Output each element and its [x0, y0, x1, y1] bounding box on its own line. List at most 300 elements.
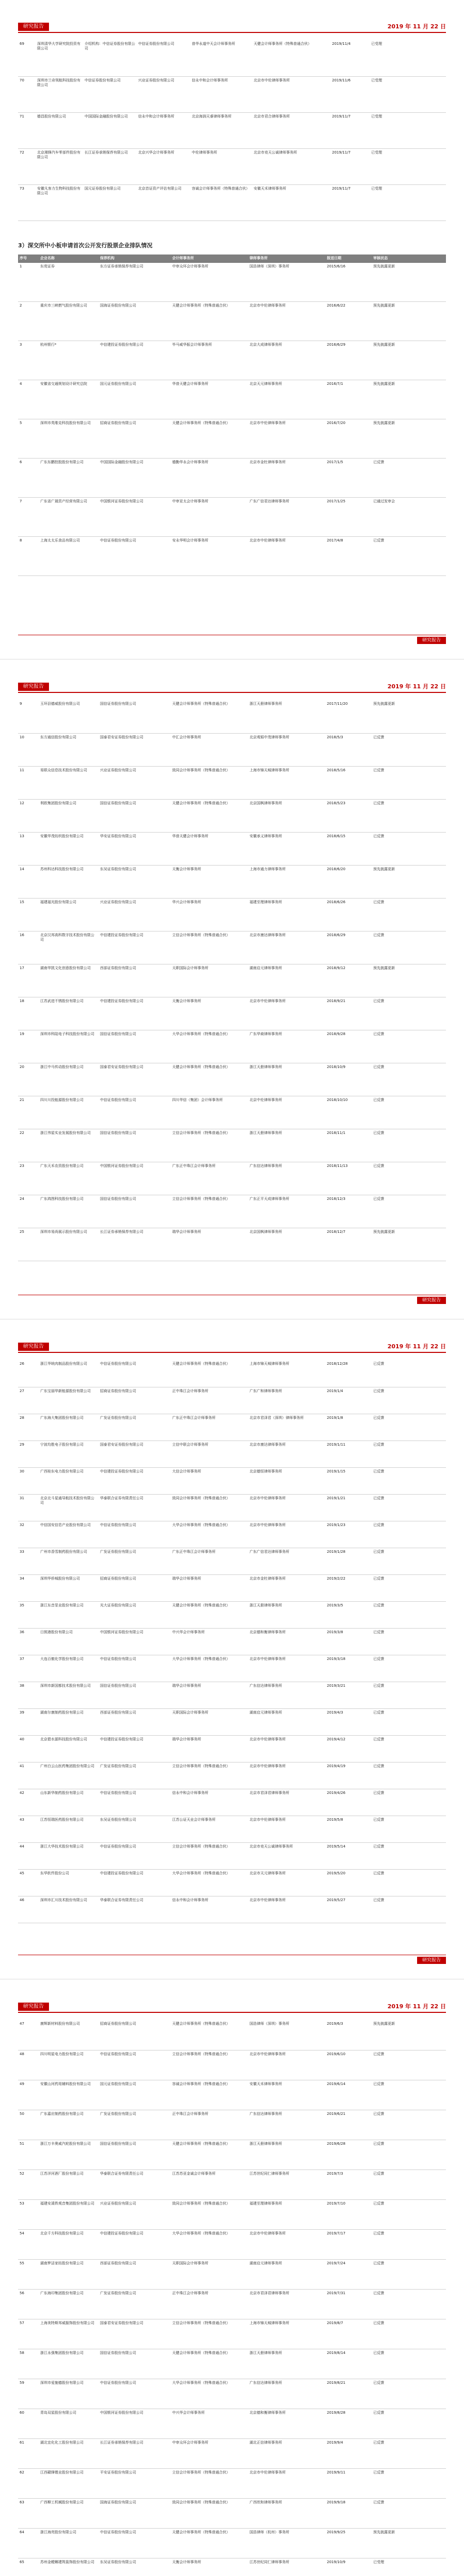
table-cell: 北京市天元律师事务所 — [248, 1869, 325, 1896]
table-cell: 已反馈 — [372, 2080, 446, 2110]
table-cell: 中信证券股份有限公司 — [98, 2528, 171, 2558]
table-cell: 47 — [18, 2020, 39, 2050]
table-cell: 信永中和会计师事务所 — [137, 112, 190, 148]
table-cell: 大华会计师事务所（特殊普通合伙） — [171, 1869, 248, 1896]
table-cell: 2 — [18, 302, 39, 341]
table-cell: 预先披露更新 — [372, 380, 446, 419]
table-row — [18, 380, 446, 419]
table-cell: 预先披露更新 — [372, 302, 446, 341]
table-cell: 康辉新材料股份有限公司 — [39, 2020, 98, 2050]
table-cell: 2019/7/17 — [325, 2229, 372, 2259]
table-cell: 浙江东音泵业股份有限公司 — [39, 1601, 98, 1628]
table-row — [18, 459, 446, 498]
table-cell: 毕马威华振会计师事务所 — [171, 341, 248, 380]
table-cell: 浙江中马传动股份有限公司 — [39, 1063, 98, 1096]
table-row — [18, 2349, 446, 2379]
table-cell: 光大证券股份有限公司 — [98, 1601, 171, 1628]
table-cell: 东吴证券股份有限公司 — [98, 1816, 171, 1842]
table-cell: 56 — [18, 2289, 39, 2319]
table-cell: 西部证券股份有限公司 — [98, 964, 171, 997]
table-cell: 立信会计师事务所（特殊普通合伙） — [171, 2468, 248, 2498]
table-cell: 北京市中伦律师事务所 — [248, 1735, 325, 1762]
table-cell: 北京德和衡律师事务所 — [248, 1628, 325, 1655]
table-cell: 浙江天册律师事务所 — [248, 2349, 325, 2379]
table-cell: 已反馈 — [372, 1735, 446, 1762]
table-cell: 浙江海亮股份有限公司 — [39, 2528, 98, 2558]
table-cell: 2016/7/1 — [325, 380, 372, 419]
table-cell: 已反馈 — [372, 1896, 446, 1923]
table-cell: 华泰联合证券有限责任公司 — [98, 1494, 171, 1521]
table-cell: 安徽省交通规划设计研究总院 — [39, 380, 98, 419]
table-cell: 国浩律师（杭州）事务所 — [248, 2528, 325, 2558]
table-cell: 7 — [18, 498, 39, 537]
table-cell: 容诚会计师事务所（特殊普通合伙） — [171, 2080, 248, 2110]
table-cell: 大华会计师事务所（特殊普通合伙） — [171, 2379, 248, 2409]
table-cell: 北京市金杜律师事务所 — [248, 459, 325, 498]
table-row — [18, 1129, 446, 1162]
table-cell: 天职国际会计师事务所 — [171, 964, 248, 997]
table-cell: 已反馈 — [372, 1548, 446, 1574]
table-cell: 已反馈 — [372, 2319, 446, 2349]
table-row — [18, 1440, 446, 1467]
table-cell: 20 — [18, 1063, 39, 1096]
table-row — [18, 700, 446, 733]
table-cell: 已反馈 — [372, 537, 446, 576]
table-row — [18, 1762, 446, 1789]
table-header-row — [18, 255, 446, 263]
table-cell: 27 — [18, 1387, 39, 1414]
table-cell: 2019/6/14 — [325, 2080, 372, 2110]
table-cell: 2019/9/4 — [325, 2438, 372, 2468]
table-cell: 东方通信股份有限公司 — [39, 733, 98, 766]
table-cell: 37 — [18, 1655, 39, 1682]
table-cell: 已反馈 — [372, 832, 446, 865]
table-cell: 15 — [18, 898, 39, 931]
table-cell: 已反馈 — [372, 2379, 446, 2409]
table-cell: 北京中伦律师事务所 — [248, 1096, 325, 1129]
table-cell: 10 — [18, 733, 39, 766]
table-cell: 天健会计师事务所（特殊普通合伙） — [171, 1601, 248, 1628]
table-cell: 北京市康达律师事务所 — [248, 931, 325, 964]
table-cell: 江苏世纪同仁律师事务所 — [248, 2558, 325, 2576]
table-cell: 广东广和律师事务所 — [248, 1387, 325, 1414]
table-cell: 2018/5/23 — [325, 799, 372, 832]
table-cell: 已反馈 — [372, 1789, 446, 1816]
report-page-1 — [0, 0, 464, 659]
table-cell: 福建福光股份有限公司 — [39, 898, 98, 931]
table-cell: 北京德和衡律师事务所 — [248, 2409, 325, 2438]
table-cell: 52 — [18, 2170, 39, 2199]
table-cell: 浙江万丰奥威汽轮股份有限公司 — [39, 2140, 98, 2170]
table-cell: 中伦律师事务所 — [190, 148, 252, 184]
table-cell: 广西桂东电力股份有限公司 — [39, 1467, 98, 1494]
table-cell: 已反馈 — [372, 1467, 446, 1494]
table-cell: 国泰君安证券股份有限公司 — [98, 1063, 171, 1096]
table-cell: 西部证券股份有限公司 — [98, 2259, 171, 2289]
table-cell: 中兴华会计师事务所 — [171, 2409, 248, 2438]
report-date: 2019 年 11 月 22 日 — [387, 23, 446, 30]
table-cell: 四川华信（集团）会计师事务所 — [171, 1096, 248, 1129]
table-cell: 北京市中伦律师事务所 — [252, 76, 330, 112]
table-cell: 中审众环会计师事务所 — [171, 263, 248, 302]
table-cell: 2018/10/10 — [325, 1096, 372, 1129]
table-cell: 已反馈 — [372, 2229, 446, 2259]
table-cell: 预先披露更新 — [372, 1228, 446, 1261]
table-cell: 2019/1/15 — [325, 1467, 372, 1494]
table-cell: 苏州科达科技股份有限公司 — [39, 865, 98, 898]
table-cell: 已通过发审会 — [372, 498, 446, 537]
footer-tag: 研究报告 — [417, 1297, 446, 1304]
table-cell: 2019/11/7 — [330, 184, 370, 221]
table-cell: 国信证券股份有限公司 — [98, 2140, 171, 2170]
table-cell: 大华会计师事务所（特殊普通合伙） — [171, 1521, 248, 1548]
table-cell: 已反馈 — [372, 766, 446, 799]
table-cell: 44 — [18, 1842, 39, 1869]
table-cell: 国信证券股份有限公司 — [98, 1195, 171, 1228]
table-cell: 大连百傲化学股份有限公司 — [39, 1655, 98, 1682]
table-cell: 16 — [18, 931, 39, 964]
table-cell: 浙江天册律师事务所 — [248, 700, 325, 733]
table-cell: 江苏世纪同仁律师事务所 — [248, 2170, 325, 2199]
table-row — [18, 1414, 446, 1440]
table-cell: 致同会计师事务所（特殊普通合伙） — [171, 1494, 248, 1521]
table-cell: 容诚会计师事务所（特殊普通合伙） — [190, 184, 252, 221]
table-cell: 51 — [18, 2140, 39, 2170]
table-row — [18, 2289, 446, 2319]
table-cell: 国浩律师（深圳）事务所 — [248, 2020, 325, 2050]
queue-table — [18, 1360, 446, 1923]
table-cell: 55 — [18, 2259, 39, 2289]
table-cell: 中信建投证券股份有限公司 — [98, 1467, 171, 1494]
table-cell: 25 — [18, 1228, 39, 1261]
table-cell: 正中珠江会计师事务所 — [171, 2110, 248, 2140]
table-cell: 北京市金杜律师事务所 — [248, 1574, 325, 1601]
table-cell: 2019/7/3 — [325, 2170, 372, 2199]
table-cell: 已反馈 — [372, 1655, 446, 1682]
table-cell: 2018/5/3 — [325, 733, 372, 766]
table-cell: 已反馈 — [372, 2409, 446, 2438]
table-cell: 2019/3/8 — [325, 1628, 372, 1655]
table-cell: 24 — [18, 1195, 39, 1228]
table-row — [18, 2229, 446, 2259]
table-row — [18, 2199, 446, 2229]
table-cell: 北京汉邦高科数字技术股份有限公司 — [39, 931, 98, 964]
table-cell: 2019/1/23 — [325, 1521, 372, 1548]
table-cell: 29 — [18, 1440, 39, 1467]
table-cell: 已反馈 — [372, 1574, 446, 1601]
table-cell: 广东嘉应制药股份有限公司 — [39, 2110, 98, 2140]
table-cell: 北京国枫律师事务所 — [248, 799, 325, 832]
table-cell: 立信会计师事务所（特殊普通合伙） — [171, 1762, 248, 1789]
table-row — [18, 76, 446, 112]
table-cell: 北京市君合律师事务所 — [252, 112, 330, 148]
table-cell: 北京市中伦律师事务所 — [248, 1521, 325, 1548]
table-cell: 利欧集团股份有限公司 — [39, 799, 98, 832]
table-cell: 2019/11/4 — [330, 40, 370, 76]
table-cell: 中信证券股份有限公司 — [98, 2050, 171, 2080]
table-cell: 2018/6/15 — [325, 832, 372, 865]
table-cell: 北京碧水源科技股份有限公司 — [39, 1735, 98, 1762]
table-cell: 江苏公证天业会计师事务所 — [171, 1816, 248, 1842]
table-cell: 北京市中伦律师事务所 — [248, 537, 325, 576]
table-cell: 湖南梦洁家纺股份有限公司 — [39, 2259, 98, 2289]
table-cell: 天健会计师事务所（特殊普通合伙） — [171, 2349, 248, 2379]
table-cell: 已反馈 — [372, 931, 446, 964]
table-row — [18, 931, 446, 964]
table-cell: 大信会计师事务所 — [171, 1467, 248, 1494]
table-cell: 中审众环会计师事务所 — [171, 2438, 248, 2468]
table-cell: 北京市中伦律师事务所 — [248, 1816, 325, 1842]
table-cell: 2017/11/20 — [325, 700, 372, 733]
table-cell: 50 — [18, 2110, 39, 2140]
table-cell: 大华会计师事务所（特殊普通合伙） — [171, 1030, 248, 1063]
table-cell: 长江证券承销保荐有限公司 — [98, 2438, 171, 2468]
table-cell: 39 — [18, 1708, 39, 1735]
table-cell: 2019/9/18 — [325, 2498, 372, 2528]
page-header — [18, 2003, 446, 2013]
table-cell: 深圳市科陆电子科技股份有限公司 — [39, 1030, 98, 1063]
report-page-4 — [0, 1980, 464, 2576]
table-cell: 广东正中珠江会计师事务所 — [171, 1548, 248, 1574]
table-cell: 已反馈 — [372, 1494, 446, 1521]
table-cell: 2019/7/24 — [325, 2259, 372, 2289]
table-cell: 深圳市新国都技术股份有限公司 — [39, 1682, 98, 1708]
table-cell: 广发证券股份有限公司 — [98, 2110, 171, 2140]
table-cell: 广东海大集团股份有限公司 — [39, 1414, 98, 1440]
table-cell: 国浩律师（深圳）事务所 — [248, 263, 325, 302]
table-cell: 江苏苏亚金诚会计师事务所 — [171, 2170, 248, 2199]
table-cell: 湖南启元律师事务所 — [248, 2259, 325, 2289]
table-cell: 42 — [18, 1789, 39, 1816]
table-cell: 立信会计师事务所（特殊普通合伙） — [171, 1129, 248, 1162]
table-cell: 瑞华会计师事务所 — [171, 1574, 248, 1601]
table-cell: 国元证券股份有限公司 — [98, 2080, 171, 2110]
table-cell: 2016/7/20 — [325, 419, 372, 459]
table-row — [18, 1735, 446, 1762]
table-row — [18, 1096, 446, 1129]
table-cell: 11 — [18, 766, 39, 799]
table-cell: 天健会计师事务所（特殊普通合伙） — [171, 1063, 248, 1096]
queue-table — [18, 2020, 446, 2576]
table-cell: 2019/8/14 — [325, 2349, 372, 2379]
table-cell: 广发证券股份有限公司 — [98, 2289, 171, 2319]
table-cell: 6 — [18, 459, 39, 498]
table-cell: 致同会计师事务所（特殊普通合伙） — [171, 766, 248, 799]
table-cell: 大华会计师事务所（特殊普通合伙） — [171, 2229, 248, 2259]
table-cell: 深圳市兰奇领航科技股份有限公司 — [36, 76, 83, 112]
table-cell: 浙江永强集团股份有限公司 — [39, 2349, 98, 2379]
table-cell: 立信会计师事务所（特殊普通合伙） — [171, 1195, 248, 1228]
table-cell: 中国国际金融股份有限公司 — [83, 112, 137, 148]
table-row — [18, 1896, 446, 1923]
table-cell: 北京天元律师事务所 — [248, 380, 325, 419]
table-cell: 北京市中伦律师事务所 — [248, 1896, 325, 1923]
table-cell: 广东天禾农资股份有限公司 — [39, 1162, 98, 1195]
table-cell: 已反馈 — [372, 733, 446, 766]
table-cell: 重庆市三峡燃气股份有限公司 — [39, 302, 98, 341]
table-cell: 广东广信君达律师事务所 — [248, 1548, 325, 1574]
table-cell: 北京千方科技股份有限公司 — [39, 2229, 98, 2259]
table-cell: 已反馈 — [372, 2498, 446, 2528]
table-cell: 上海市锦天城律师事务所 — [248, 766, 325, 799]
table-cell: 深圳清华大学研究院投资有限公司 — [36, 40, 83, 76]
table-cell: 已反馈 — [372, 1195, 446, 1228]
table-cell: 天健会计师事务所（特殊普通合伙） — [171, 2020, 248, 2050]
table-cell: 中国银河证券股份有限公司 — [98, 2409, 171, 2438]
table-row — [18, 1655, 446, 1682]
table-cell: 已反馈 — [372, 2170, 446, 2199]
table-cell: 2016/6/22 — [325, 302, 372, 341]
table-row — [18, 2379, 446, 2409]
table-cell: 广州市香雪制药股份有限公司 — [39, 1548, 98, 1574]
table-cell: 长江证券承销保荐有限公司 — [83, 148, 137, 184]
table-cell: 中信证券股份有限公司 — [98, 1096, 171, 1129]
table-cell: 广发证券股份有限公司 — [98, 1414, 171, 1440]
table-cell: 已受理 — [370, 40, 446, 76]
table-cell: 2018/6/29 — [325, 931, 372, 964]
table-cell: 2019/6/10 — [325, 2050, 372, 2080]
table-cell: 2018/9/12 — [325, 964, 372, 997]
table-cell: 2019/3/5 — [325, 1601, 372, 1628]
table-cell: 17 — [18, 964, 39, 997]
table-cell: 天职国际会计师事务所 — [171, 1708, 248, 1735]
column-header: 企业名称 — [39, 255, 98, 263]
table-cell: 已反馈 — [372, 1414, 446, 1440]
table-row — [18, 1387, 446, 1414]
table-cell: 已反馈 — [372, 2140, 446, 2170]
table-cell: 安徽山河药用辅料股份有限公司 — [39, 2080, 98, 2110]
page-footer — [18, 635, 446, 645]
table-cell: 中信国安信息产业股份有限公司 — [39, 1521, 98, 1548]
table-cell: 57 — [18, 2319, 39, 2349]
table-cell: 深圳华侨城股份有限公司 — [39, 1574, 98, 1601]
table-cell: 福建安溪铁观音集团股份有限公司 — [39, 2199, 98, 2229]
table-cell: 北京市中伦律师事务所 — [248, 2468, 325, 2498]
table-cell: 江苏洋河酒厂股份有限公司 — [39, 2170, 98, 2199]
table-cell: 上海太太乐食品有限公司 — [39, 537, 98, 576]
table-cell: 60 — [18, 2409, 39, 2438]
table-row — [18, 733, 446, 766]
table-cell: 已反馈 — [372, 997, 446, 1030]
table-cell: 天健会计师事务所（特殊普通合伙） — [171, 799, 248, 832]
table-cell: 40 — [18, 1735, 39, 1762]
table-cell: 北京观韬中茂律师事务所 — [248, 733, 325, 766]
table-cell: 中信证券股份有限公司 — [137, 40, 190, 76]
table-cell: 北京国枫律师事务所 — [248, 1228, 325, 1261]
table-row — [18, 997, 446, 1030]
table-cell: 2019/1/11 — [325, 1440, 372, 1467]
table-row — [18, 148, 446, 184]
table-row — [18, 1063, 446, 1096]
table-cell: 54 — [18, 2229, 39, 2259]
table-cell: 北京大成律师事务所 — [248, 341, 325, 380]
table-cell: 2019/3/21 — [325, 1682, 372, 1708]
table-row — [18, 1228, 446, 1261]
table-cell: 已反馈 — [372, 1162, 446, 1195]
table-cell: 2017/4/8 — [325, 537, 372, 576]
table-cell: 上海市锦天城律师事务所 — [248, 2319, 325, 2349]
table-cell: 18 — [18, 997, 39, 1030]
table-row — [18, 2498, 446, 2528]
table-cell: 天健会计师事务所（特殊普通合伙） — [252, 40, 330, 76]
table-cell: 立信会计师事务所（特殊普通合伙） — [171, 2319, 248, 2349]
table-cell: 26 — [18, 1360, 39, 1387]
table-cell: 安徽华茂纺织股份有限公司 — [39, 832, 98, 865]
table-cell: 正中珠江会计师事务所 — [171, 1387, 248, 1414]
table-cell: 北京市君泽君律师事务所 — [248, 2289, 325, 2319]
table-cell: 东吴证券股份有限公司 — [98, 2558, 171, 2576]
table-cell: 2019/7/10 — [325, 2199, 372, 2229]
table-cell: 2019/6/28 — [325, 2140, 372, 2170]
table-cell: 69 — [18, 40, 36, 76]
table-cell: 华安证券股份有限公司 — [98, 832, 171, 865]
table-cell: 天衡会计师事务所 — [171, 997, 248, 1030]
table-cell: 73 — [18, 184, 36, 221]
table-cell: 国信证券股份有限公司 — [98, 799, 171, 832]
table-row — [18, 1494, 446, 1521]
page-header — [18, 683, 446, 693]
table-cell: 浙江华统肉制品股份有限公司 — [39, 1360, 98, 1387]
table-cell: 已反馈 — [372, 1842, 446, 1869]
table-row — [18, 1708, 446, 1735]
table-cell: 国泰君安证券股份有限公司 — [98, 733, 171, 766]
table-cell: 2019/8/21 — [325, 2379, 372, 2409]
table-row — [18, 2050, 446, 2080]
table-row — [18, 419, 446, 459]
table-cell: 普华永道中天会计师事务所 — [190, 40, 252, 76]
table-cell: 2018/12/3 — [325, 1195, 372, 1228]
report-date: 2019 年 11 月 22 日 — [387, 1343, 446, 1350]
table-cell: 天健会计师事务所（特殊普通合伙） — [171, 419, 248, 459]
table-row — [18, 1360, 446, 1387]
table-cell: 江苏武进不锈股份有限公司 — [39, 997, 98, 1030]
table-cell: 2019/11/7 — [330, 148, 370, 184]
table-cell: 中国银河证券股份有限公司 — [98, 498, 171, 537]
page-header — [18, 23, 446, 33]
table-cell: 浙江天册律师事务所 — [248, 1129, 325, 1162]
table-cell: 深圳市英维克科技股份有限公司 — [39, 419, 98, 459]
table-cell: 2019/8/7 — [325, 2319, 372, 2349]
table-cell: 天衡会计师事务所 — [171, 2558, 248, 2576]
table-cell: 介绍机构：中信证券股份有限公司 — [83, 40, 137, 76]
table-cell: 72 — [18, 148, 36, 184]
table-cell: 已反馈 — [372, 2259, 446, 2289]
table-row — [18, 2170, 446, 2199]
table-row — [18, 302, 446, 341]
table-cell: 71 — [18, 112, 36, 148]
table-cell: 13 — [18, 832, 39, 865]
table-cell: 2019/8/28 — [325, 2409, 372, 2438]
table-cell: 64 — [18, 2528, 39, 2558]
table-cell: 兴业证券股份有限公司 — [98, 898, 171, 931]
table-cell: 2018/11/13 — [325, 1162, 372, 1195]
table-cell: 华普天健会计师事务所 — [171, 832, 248, 865]
table-cell: 41 — [18, 1762, 39, 1789]
table-cell: 预先披露更新 — [372, 700, 446, 733]
table-cell: 正中珠江会计师事务所 — [171, 2289, 248, 2319]
table-cell: 2018/6/20 — [325, 865, 372, 898]
table-row — [18, 40, 446, 76]
section-title: 3）深交所中小板申请首次公开发行股票企业排队情况 — [18, 242, 153, 249]
table-cell: 预先披露更新 — [372, 419, 446, 459]
table-cell: 广东信达律师事务所 — [248, 1682, 325, 1708]
table-cell: 2019/7/31 — [325, 2289, 372, 2319]
table-cell: 2019/1/8 — [325, 1414, 372, 1440]
table-row — [18, 832, 446, 865]
report-date: 2019 年 11 月 22 日 — [387, 2003, 446, 2010]
table-cell: 上海市通力律师事务所 — [248, 865, 325, 898]
table-cell: 中国银河证券股份有限公司 — [98, 1628, 171, 1655]
